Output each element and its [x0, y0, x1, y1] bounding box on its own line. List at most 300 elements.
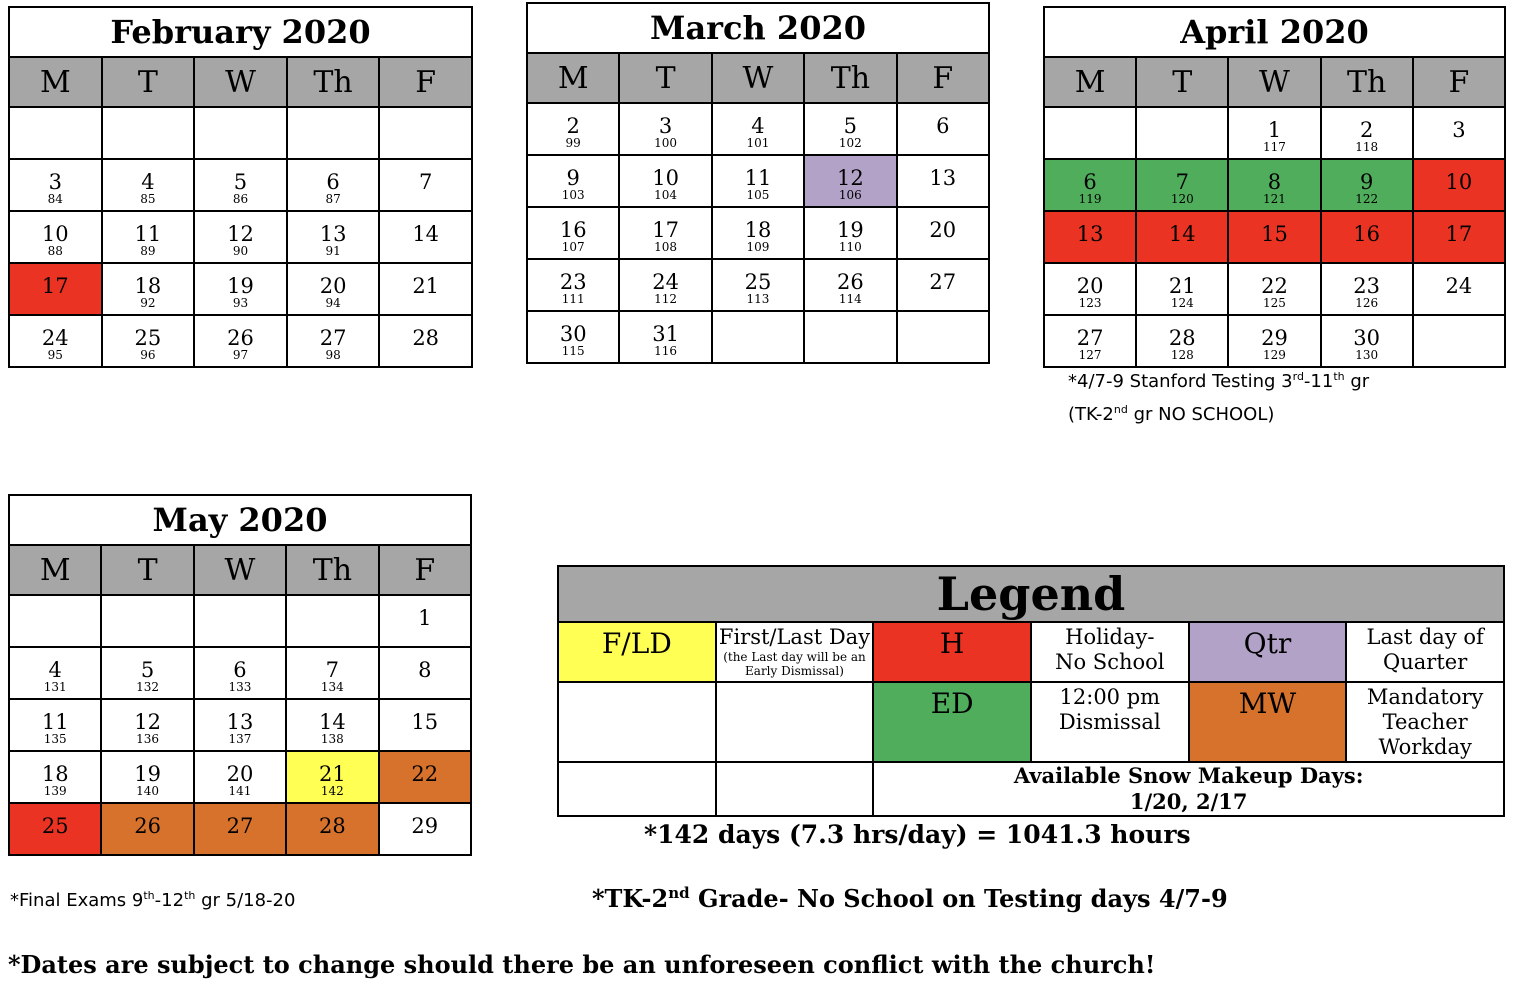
- date-number: 21: [1168, 274, 1196, 298]
- date-number: 11: [744, 166, 772, 190]
- school-day-count: 94: [325, 296, 341, 310]
- date-number: 23: [1353, 274, 1381, 298]
- week-row: [527, 311, 989, 363]
- day-cell: [194, 211, 287, 263]
- week-row: [1044, 107, 1505, 159]
- day-cell: [1321, 107, 1413, 159]
- week-row: [527, 103, 989, 155]
- day-cell: [286, 751, 378, 803]
- date-number: 5: [843, 114, 858, 138]
- school-day-count: 119: [1078, 192, 1102, 206]
- school-day-count: 93: [232, 296, 249, 310]
- weekday-header: Th: [804, 53, 896, 103]
- day-cell: [194, 107, 287, 159]
- legend-h-desc: Holiday- No School: [1031, 622, 1189, 682]
- day-cell: [1136, 211, 1228, 263]
- day-cell: [1136, 263, 1228, 315]
- day-cell: [102, 263, 195, 315]
- day-cell: [286, 595, 378, 647]
- school-day-count: 102: [838, 136, 862, 150]
- day-cell: [287, 159, 380, 211]
- date-number: 3: [48, 170, 62, 194]
- school-day-count: 87: [325, 192, 341, 206]
- date-number: 15: [1261, 222, 1288, 246]
- days-total-note: *142 days (7.3 hrs/day) = 1041.3 hours: [644, 820, 1191, 849]
- week-row: [9, 803, 471, 855]
- school-day-count: 109: [746, 240, 770, 254]
- date-number: 23: [559, 270, 587, 294]
- date-number: 22: [1261, 274, 1288, 298]
- school-day-count: 129: [1263, 348, 1286, 362]
- week-row: [9, 263, 472, 315]
- day-cell: [712, 259, 804, 311]
- week-row: [1044, 315, 1505, 367]
- school-day-count: 115: [561, 344, 585, 358]
- date-number: 25: [134, 326, 162, 350]
- day-cell: [102, 211, 195, 263]
- date-number: 6: [936, 114, 950, 138]
- april-no-school-note: (TK-2nd gr NO SCHOOL): [1068, 403, 1275, 425]
- day-cell: [619, 311, 711, 363]
- date-number: 1: [418, 606, 432, 630]
- dates-change-note: *Dates are subject to change should there be an unforeseen conflict with the church!: [8, 950, 1156, 979]
- date-number: 9: [566, 166, 580, 190]
- date-number: 26: [227, 326, 254, 350]
- legend-ed-desc: 12:00 pm Dismissal: [1031, 682, 1189, 762]
- day-cell: [527, 259, 619, 311]
- date-number: 26: [134, 814, 161, 838]
- date-number: 27: [319, 326, 347, 350]
- date-number: 24: [652, 270, 679, 294]
- day-cell: [9, 803, 101, 855]
- school-day-count: 96: [140, 348, 156, 362]
- day-cell: [102, 159, 195, 211]
- date-number: 20: [226, 762, 254, 786]
- week-row: [9, 107, 472, 159]
- calendar-title: February 2020: [9, 7, 472, 57]
- day-cell: [1413, 159, 1505, 211]
- day-cell: [1136, 315, 1228, 367]
- school-day-count: 85: [140, 192, 156, 206]
- day-cell: [101, 751, 193, 803]
- day-cell: [379, 159, 472, 211]
- school-day-count: 84: [47, 192, 63, 206]
- day-cell: [379, 803, 471, 855]
- school-day-count: 118: [1355, 140, 1379, 154]
- day-cell: [194, 315, 287, 367]
- school-day-count: 133: [228, 680, 252, 694]
- date-number: 17: [1445, 222, 1473, 246]
- school-day-count: 142: [320, 784, 344, 798]
- week-row: [1044, 211, 1505, 263]
- day-cell: [1044, 107, 1136, 159]
- day-cell: [804, 311, 896, 363]
- date-number: 26: [837, 270, 864, 294]
- legend-fld-key: F/LD: [558, 622, 716, 682]
- date-number: 7: [419, 170, 433, 194]
- school-day-count: 135: [43, 732, 67, 746]
- week-row: [1044, 263, 1505, 315]
- day-cell: [287, 315, 380, 367]
- date-number: 30: [559, 322, 587, 346]
- school-day-count: 125: [1263, 296, 1286, 310]
- april-testing-note: *4/7-9 Stanford Testing 3rd-11th gr: [1068, 370, 1370, 392]
- day-cell: [286, 699, 378, 751]
- date-number: 24: [1445, 274, 1473, 298]
- school-day-count: 86: [232, 192, 249, 206]
- day-cell: [1321, 159, 1413, 211]
- day-cell: [1136, 159, 1228, 211]
- day-cell: [1413, 211, 1505, 263]
- day-cell: [379, 263, 472, 315]
- weekday-header: Th: [1321, 57, 1413, 107]
- date-number: 19: [134, 762, 161, 786]
- legend-title: Legend: [558, 566, 1504, 622]
- week-row: [527, 155, 989, 207]
- day-cell: [619, 155, 711, 207]
- legend-table: [557, 565, 1505, 817]
- day-cell: [1228, 107, 1320, 159]
- date-number: 10: [652, 166, 679, 190]
- date-number: 18: [41, 762, 69, 786]
- day-cell: [379, 107, 472, 159]
- school-day-count: 91: [325, 244, 341, 258]
- date-number: 29: [1261, 326, 1288, 350]
- day-cell: [1321, 315, 1413, 367]
- calendar-title: March 2020: [527, 3, 989, 53]
- date-number: 20: [319, 274, 347, 298]
- day-cell: [102, 315, 195, 367]
- school-day-count: 132: [136, 680, 160, 694]
- date-number: 29: [411, 814, 439, 838]
- calendar-title: April 2020: [1044, 7, 1505, 57]
- day-cell: [1044, 159, 1136, 211]
- school-day-count: 134: [320, 680, 344, 694]
- school-day-count: 106: [838, 188, 862, 202]
- day-cell: [194, 159, 287, 211]
- weekday-header: Th: [286, 545, 378, 595]
- date-number: 10: [41, 222, 69, 246]
- day-cell: [1228, 263, 1320, 315]
- date-number: 22: [411, 762, 439, 786]
- day-cell: [9, 315, 102, 367]
- weekday-header: W: [712, 53, 804, 103]
- day-cell: [1228, 159, 1320, 211]
- weekday-header: W: [194, 545, 286, 595]
- weekday-header: T: [619, 53, 711, 103]
- school-day-count: 90: [232, 244, 249, 258]
- school-day-count: 92: [140, 296, 156, 310]
- date-number: 4: [48, 658, 62, 682]
- day-cell: [9, 107, 102, 159]
- day-cell: [9, 699, 101, 751]
- day-cell: [379, 751, 471, 803]
- day-cell: [379, 699, 471, 751]
- week-row: [9, 699, 471, 751]
- day-cell: [804, 207, 896, 259]
- week-row: [9, 647, 471, 699]
- day-cell: [194, 803, 286, 855]
- date-number: 30: [1353, 326, 1381, 350]
- school-day-count: 130: [1355, 348, 1379, 362]
- day-cell: [9, 159, 102, 211]
- day-cell: [287, 263, 380, 315]
- date-number: 17: [41, 274, 69, 298]
- date-number: 25: [744, 270, 772, 294]
- day-cell: [379, 211, 472, 263]
- day-cell: [194, 595, 286, 647]
- date-number: 20: [929, 218, 957, 242]
- date-number: 15: [411, 710, 439, 734]
- school-day-count: 97: [232, 348, 249, 362]
- date-number: 21: [412, 274, 440, 298]
- school-day-count: 101: [746, 136, 770, 150]
- date-number: 17: [652, 218, 679, 242]
- weekday-header: Th: [287, 57, 380, 107]
- weekday-header: F: [897, 53, 989, 103]
- weekday-header: M: [9, 57, 102, 107]
- legend-empty-cell: [716, 762, 874, 816]
- date-number: 18: [744, 218, 772, 242]
- school-day-count: 111: [561, 292, 585, 306]
- weekday-header: M: [527, 53, 619, 103]
- day-cell: [379, 595, 471, 647]
- date-number: 14: [412, 222, 440, 246]
- school-day-count: 99: [565, 136, 581, 150]
- legend-qtr-key: Qtr: [1189, 622, 1347, 682]
- date-number: 12: [837, 166, 864, 190]
- date-number: 24: [41, 326, 69, 350]
- date-number: 13: [319, 222, 347, 246]
- day-cell: [379, 647, 471, 699]
- weekday-header: T: [102, 57, 195, 107]
- day-cell: [194, 699, 286, 751]
- day-cell: [9, 751, 101, 803]
- day-cell: [897, 155, 989, 207]
- date-number: 19: [227, 274, 254, 298]
- day-cell: [287, 107, 380, 159]
- date-number: 12: [134, 710, 161, 734]
- day-cell: [804, 155, 896, 207]
- school-day-count: 128: [1170, 348, 1194, 362]
- day-cell: [1413, 263, 1505, 315]
- date-number: 25: [41, 814, 69, 838]
- day-cell: [1228, 211, 1320, 263]
- legend-mw-key: MW: [1189, 682, 1347, 762]
- date-number: 31: [652, 322, 679, 346]
- legend-ed-key: ED: [873, 682, 1031, 762]
- day-cell: [194, 647, 286, 699]
- date-number: 16: [1353, 222, 1381, 246]
- school-day-count: 103: [561, 188, 585, 202]
- school-day-count: 113: [746, 292, 770, 306]
- legend-qtr-desc: Last day of Quarter: [1346, 622, 1504, 682]
- school-day-count: 140: [136, 784, 160, 798]
- day-cell: [712, 311, 804, 363]
- school-day-count: 127: [1078, 348, 1102, 362]
- week-row: [9, 159, 472, 211]
- school-day-count: 114: [838, 292, 862, 306]
- date-number: 19: [837, 218, 864, 242]
- school-day-count: 95: [47, 348, 63, 362]
- school-day-count: 105: [746, 188, 770, 202]
- final-exams-note: *Final Exams 9th-12th gr 5/18-20: [10, 889, 296, 911]
- week-row: [9, 315, 472, 367]
- day-cell: [897, 207, 989, 259]
- weekday-header: F: [1413, 57, 1505, 107]
- day-cell: [527, 207, 619, 259]
- school-day-count: 141: [228, 784, 252, 798]
- day-cell: [527, 103, 619, 155]
- date-number: 7: [325, 658, 340, 682]
- calendar-may: [8, 494, 472, 856]
- day-cell: [9, 595, 101, 647]
- weekday-header: W: [194, 57, 287, 107]
- day-cell: [1044, 211, 1136, 263]
- legend-mw-desc: Mandatory Teacher Workday: [1346, 682, 1504, 762]
- day-cell: [1413, 315, 1505, 367]
- weekday-header: M: [9, 545, 101, 595]
- school-day-count: 104: [654, 188, 678, 202]
- legend-fld-desc: First/Last Day (the Last day will be an Early Dismissal): [716, 622, 874, 682]
- day-cell: [9, 211, 102, 263]
- day-cell: [286, 647, 378, 699]
- day-cell: [1321, 263, 1413, 315]
- school-day-count: 88: [47, 244, 63, 258]
- date-number: 10: [1445, 170, 1473, 194]
- day-cell: [1136, 107, 1228, 159]
- school-day-count: 112: [654, 292, 678, 306]
- date-number: 20: [1076, 274, 1104, 298]
- date-number: 3: [1452, 118, 1466, 142]
- date-number: 13: [226, 710, 254, 734]
- date-number: 4: [751, 114, 765, 138]
- day-cell: [804, 103, 896, 155]
- legend-h-key: H: [873, 622, 1031, 682]
- date-number: 2: [566, 114, 580, 138]
- date-number: 8: [1267, 170, 1282, 194]
- legend-empty-cell: [558, 682, 716, 762]
- date-number: 28: [412, 326, 440, 350]
- calendar-title: May 2020: [9, 495, 471, 545]
- school-day-count: 139: [43, 784, 67, 798]
- week-row: [527, 259, 989, 311]
- school-day-count: 124: [1170, 296, 1194, 310]
- day-cell: [1228, 315, 1320, 367]
- day-cell: [619, 259, 711, 311]
- week-row: [9, 751, 471, 803]
- date-number: 14: [1168, 222, 1196, 246]
- day-cell: [619, 207, 711, 259]
- week-row: [9, 211, 472, 263]
- school-day-count: 98: [325, 348, 341, 362]
- day-cell: [897, 259, 989, 311]
- tk-testing-note: *TK-2nd Grade- No School on Testing days 4/7-9: [592, 884, 1228, 913]
- date-number: 3: [658, 114, 673, 138]
- day-cell: [101, 647, 193, 699]
- date-number: 4: [141, 170, 155, 194]
- day-cell: [527, 311, 619, 363]
- school-day-count: 136: [136, 732, 160, 746]
- day-cell: [1321, 211, 1413, 263]
- school-day-count: 100: [654, 136, 678, 150]
- school-day-count: 126: [1355, 296, 1379, 310]
- school-day-count: 116: [654, 344, 678, 358]
- day-cell: [287, 211, 380, 263]
- day-cell: [101, 803, 193, 855]
- day-cell: [897, 311, 989, 363]
- date-number: 5: [140, 658, 155, 682]
- calendar-february: [8, 6, 473, 368]
- day-cell: [527, 155, 619, 207]
- week-row: [1044, 159, 1505, 211]
- day-cell: [9, 263, 102, 315]
- day-cell: [101, 699, 193, 751]
- calendar-april: [1043, 6, 1506, 368]
- day-cell: [379, 315, 472, 367]
- day-cell: [804, 259, 896, 311]
- school-day-count: 107: [561, 240, 585, 254]
- date-number: 11: [41, 710, 69, 734]
- weekday-header: W: [1228, 57, 1320, 107]
- date-number: 7: [1175, 170, 1189, 194]
- weekday-header: F: [379, 545, 471, 595]
- day-cell: [712, 155, 804, 207]
- date-number: 11: [134, 222, 162, 246]
- day-cell: [286, 803, 378, 855]
- date-number: 1: [1267, 118, 1282, 142]
- date-number: 21: [319, 762, 346, 786]
- school-day-count: 137: [228, 732, 252, 746]
- legend-empty-cell: [716, 682, 874, 762]
- date-number: 6: [1083, 170, 1097, 194]
- date-number: 27: [226, 814, 254, 838]
- day-cell: [102, 107, 195, 159]
- date-number: 2: [1359, 118, 1374, 142]
- weekday-header: T: [1136, 57, 1228, 107]
- day-cell: [712, 103, 804, 155]
- date-number: 5: [233, 170, 248, 194]
- school-day-count: 122: [1355, 192, 1379, 206]
- date-number: 28: [1168, 326, 1196, 350]
- date-number: 8: [418, 658, 432, 682]
- date-number: 6: [233, 658, 247, 682]
- school-day-count: 110: [838, 240, 862, 254]
- date-number: 12: [227, 222, 254, 246]
- school-day-count: 108: [654, 240, 678, 254]
- date-number: 13: [929, 166, 957, 190]
- day-cell: [194, 263, 287, 315]
- school-day-count: 89: [140, 244, 156, 258]
- date-number: 27: [929, 270, 957, 294]
- school-day-count: 123: [1078, 296, 1102, 310]
- school-day-count: 117: [1263, 140, 1286, 154]
- school-day-count: 131: [43, 680, 67, 694]
- date-number: 9: [1359, 170, 1374, 194]
- day-cell: [9, 647, 101, 699]
- date-number: 18: [134, 274, 162, 298]
- weekday-header: T: [101, 545, 193, 595]
- date-number: 28: [319, 814, 346, 838]
- legend-snow-days: Available Snow Makeup Days: 1/20, 2/17: [873, 762, 1504, 816]
- day-cell: [712, 207, 804, 259]
- day-cell: [1044, 263, 1136, 315]
- week-row: [527, 207, 989, 259]
- day-cell: [619, 103, 711, 155]
- legend-empty-cell: [558, 762, 716, 816]
- day-cell: [1413, 107, 1505, 159]
- date-number: 27: [1076, 326, 1104, 350]
